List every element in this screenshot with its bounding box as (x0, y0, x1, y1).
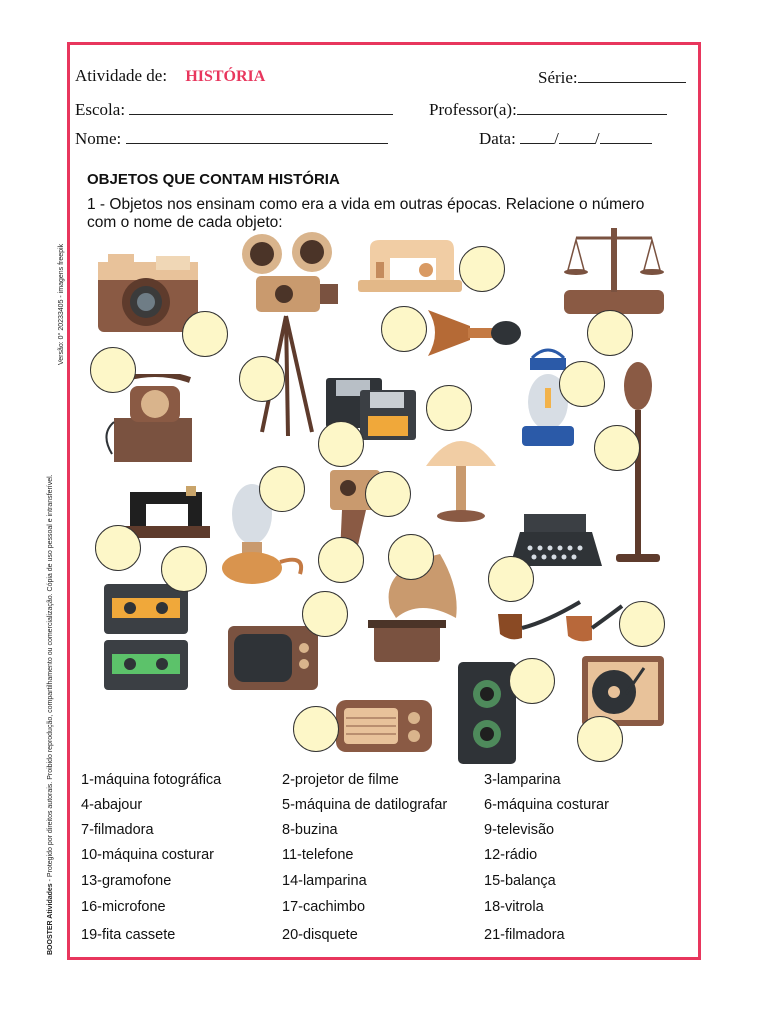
serie-line (538, 68, 686, 88)
legend-item: 15-balança (484, 873, 556, 889)
legend-item: 2-projetor de filme (282, 772, 399, 788)
legend-item: 6-máquina costurar (484, 797, 609, 813)
legend-item: 14-lamparina (282, 873, 367, 889)
activity-label: Atividade de: (75, 66, 168, 85)
television-icon (226, 624, 320, 696)
date-separator: / (554, 129, 559, 148)
answer-circle[interactable] (239, 356, 285, 402)
activity-line (75, 66, 265, 86)
date-separator: / (594, 129, 600, 148)
pipe-icon (494, 598, 624, 646)
cassette-icon (102, 582, 190, 692)
nome-field[interactable] (126, 129, 388, 144)
legend-item: 1-máquina fotográfica (81, 772, 222, 788)
sewing-machine-icon (356, 236, 464, 294)
answer-circle[interactable] (509, 658, 555, 704)
answer-circle[interactable] (426, 385, 472, 431)
legend-item: 20-disquete (282, 927, 358, 943)
brand-name: BOOSTER Atividades (47, 883, 54, 955)
legend-item: 5-máquina de datilografar (282, 797, 448, 813)
answer-circle[interactable] (594, 425, 640, 471)
legend-item: 13-gramofone (81, 873, 172, 889)
escola-field[interactable] (129, 100, 393, 115)
answer-circle[interactable] (259, 466, 305, 512)
answer-circle[interactable] (381, 306, 427, 352)
answer-circle[interactable] (95, 525, 141, 571)
answer-circle[interactable] (388, 534, 434, 580)
answer-circle[interactable] (302, 591, 348, 637)
escola-line (75, 100, 393, 120)
year-field[interactable] (600, 129, 652, 144)
scale-icon (562, 222, 666, 316)
answer-circle[interactable] (318, 421, 364, 467)
section-title: OBJETOS QUE CONTAM HISTÓRIA (87, 171, 340, 188)
lamp-icon (416, 426, 506, 524)
legend-item: 9-televisão (484, 822, 555, 838)
legend-item: 19-fita cassete (81, 927, 176, 943)
answer-circle[interactable] (619, 601, 665, 647)
professor-line (429, 100, 667, 120)
nome-label: Nome: (75, 129, 122, 148)
month-field[interactable] (559, 129, 595, 144)
legend-item: 16-microfone (81, 899, 166, 915)
legend-item: 11-telefone (282, 847, 354, 863)
nome-line (75, 129, 388, 149)
answer-circle[interactable] (488, 556, 534, 602)
copyright-notice (47, 474, 54, 955)
legend-item: 7-filmadora (81, 822, 154, 838)
answer-circle[interactable] (459, 246, 505, 292)
escola-label: Escola: (75, 100, 126, 119)
answer-circle[interactable] (559, 361, 605, 407)
answer-circle[interactable] (182, 311, 228, 357)
answer-circle[interactable] (577, 716, 623, 762)
version-text: Versão: 0° 20233405 - imagens freepik (58, 243, 65, 365)
legend-item: 3-lamparina (484, 772, 561, 788)
instruction-text: 1 - Objetos nos ensinam como era a vida em outras épocas. Relacione o número com o nome de cada objeto: (87, 196, 645, 231)
answer-circle[interactable] (161, 546, 207, 592)
subject-name: HISTÓRIA (185, 68, 266, 85)
legend-item: 8-buzina (282, 822, 338, 838)
answer-circle[interactable] (365, 471, 411, 517)
professor-field[interactable] (517, 100, 667, 115)
legend-item: 10-máquina costurar (81, 847, 214, 863)
horn-icon (424, 304, 522, 362)
day-field[interactable] (520, 129, 554, 144)
data-line (479, 129, 652, 149)
legend-item: 21-filmadora (484, 927, 565, 943)
serie-label: Série: (538, 68, 578, 87)
legend-item: 4-abajour (81, 797, 143, 813)
radio-icon (334, 696, 434, 754)
serie-field[interactable] (578, 68, 686, 83)
answer-circle[interactable] (293, 706, 339, 752)
copyright-text: - Protegido por direitos autorais. Proibido reprodução, compartilhamento ou comercialização. Cópia de uso pessoal e intransferível. (47, 474, 54, 884)
data-label: Data: (479, 129, 516, 148)
sewing-machine-icon (122, 482, 212, 540)
legend-item: 18-vitrola (484, 899, 544, 915)
answer-circle[interactable] (318, 537, 364, 583)
legend-item: 12-rádio (484, 847, 538, 863)
answer-circle[interactable] (587, 310, 633, 356)
answer-circle[interactable] (90, 347, 136, 393)
legend-item: 17-cachimbo (282, 899, 366, 915)
professor-label: Professor(a): (429, 100, 517, 119)
